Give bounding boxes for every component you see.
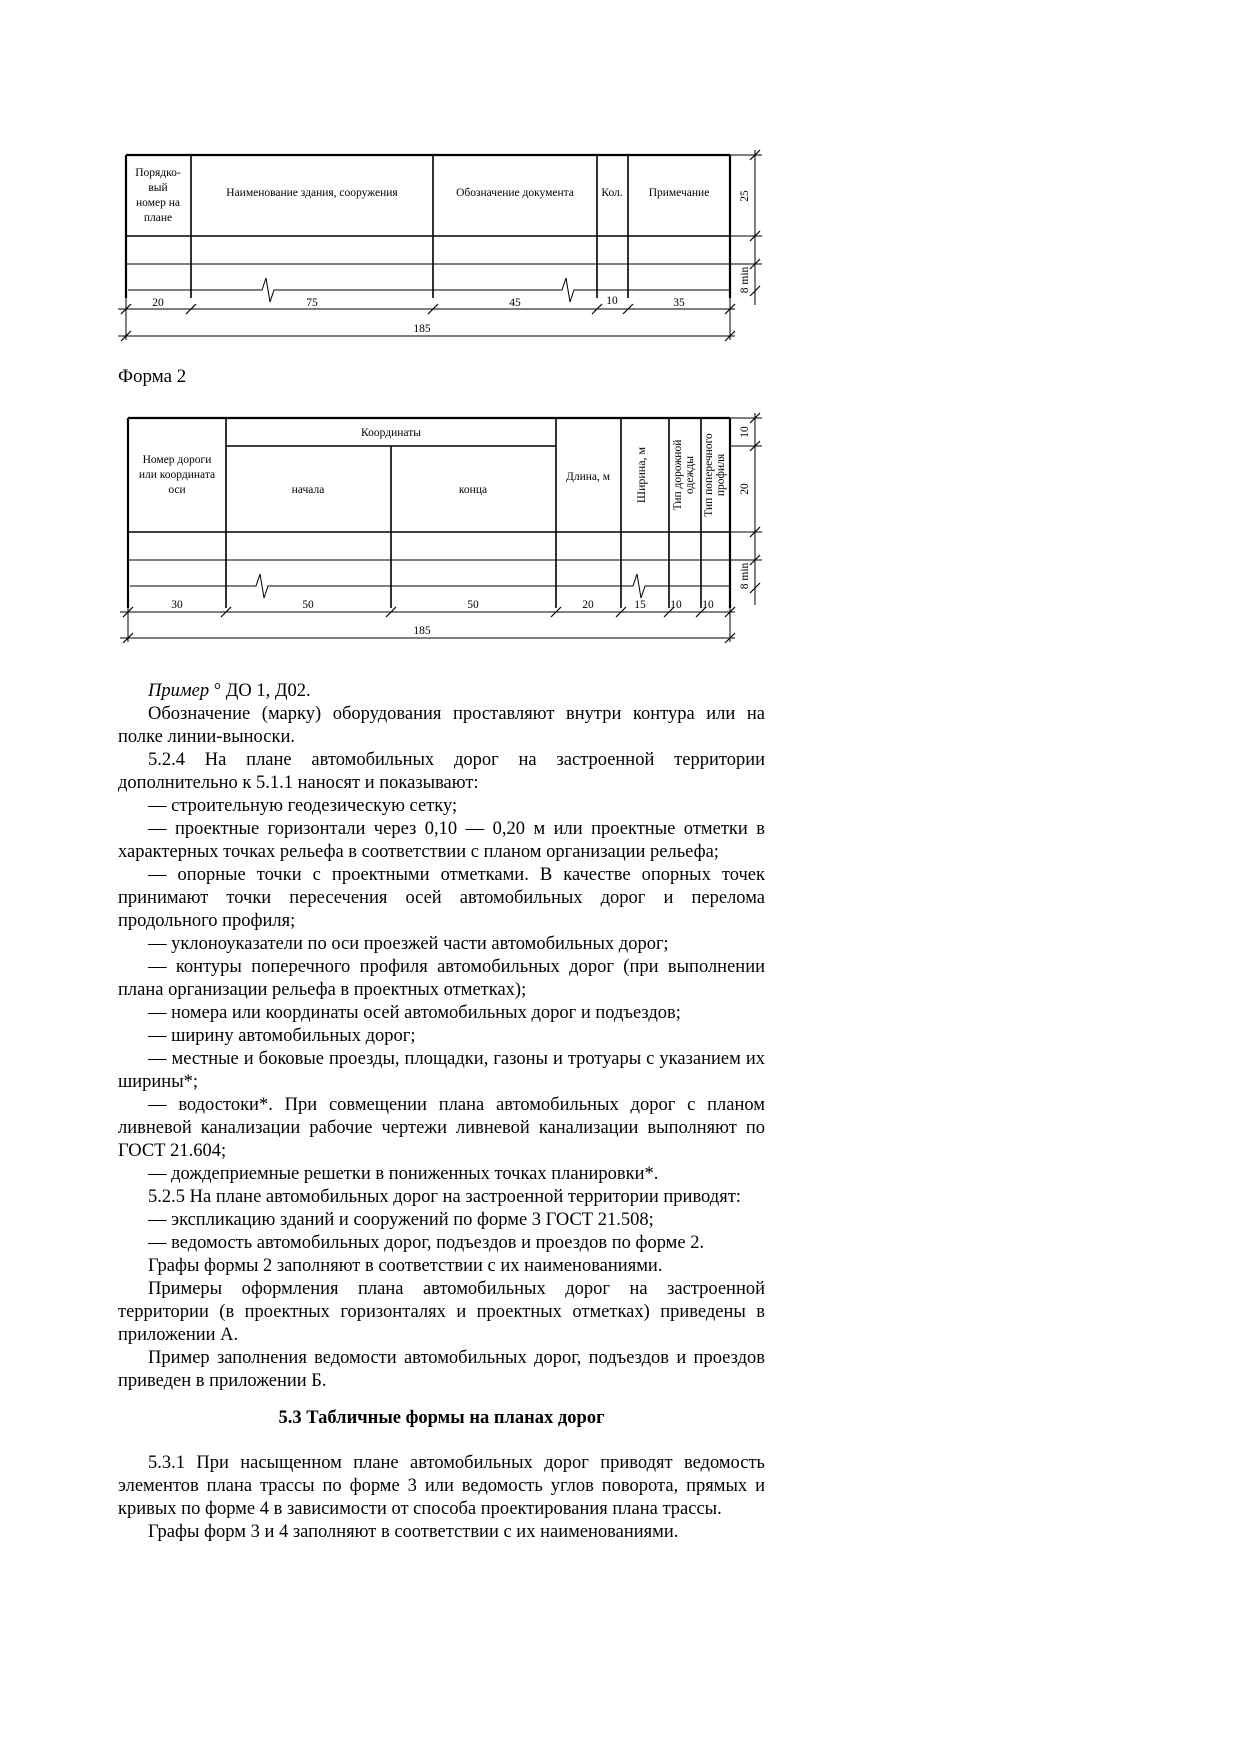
form1-dim-total: 185 bbox=[413, 323, 431, 335]
form1-header-note: Примечание bbox=[648, 187, 710, 199]
form2-header-width: Ширина, м bbox=[634, 446, 648, 504]
form1-drawing bbox=[0, 0, 1240, 680]
form1-header-document: Обозначение документа bbox=[456, 187, 574, 199]
form2-side-dim-top: 10 bbox=[739, 426, 751, 438]
section-heading: 5.3 Табличные формы на планах дорог bbox=[278, 1408, 605, 1428]
document-body bbox=[118, 680, 765, 1544]
form2-caption: Форма 2 bbox=[118, 366, 187, 387]
paragraph: 5.2.4 На плане автомобильных дорог на застроенной территории дополнительно к 5.1.1 наносят и показывают: bbox=[118, 750, 765, 793]
form1-side-dim-header: 25 bbox=[739, 190, 751, 202]
form2-dim-total: 185 bbox=[413, 625, 431, 637]
paragraph: 5.2.5 На плане автомобильных дорог на застроенной территории приводят: bbox=[148, 1187, 741, 1207]
paragraph: Примеры оформления плана автомобильных дорог на застроенной территории (в проектных горизонталях и проектных отметках) приведены в приложении А. bbox=[118, 1279, 765, 1345]
list-item: — экспликацию зданий и сооружений по форме 3 ГОСТ 21.508; bbox=[148, 1210, 654, 1230]
form2-dim-5: 15 bbox=[634, 599, 646, 611]
list-item: — строительную геодезическую сетку; bbox=[148, 796, 458, 816]
form2-header-length: Длина, м bbox=[565, 471, 611, 483]
paragraph: Обозначение (марку) оборудования проставляют внутри контура или на полке линии-выноски. bbox=[118, 704, 765, 747]
list-item: — проектные горизонтали через 0,10 — 0,20 м или проектные отметки в характерных точках рельефа в соответствии с планом организации рельефа; bbox=[118, 819, 765, 862]
form2-dim-4: 20 bbox=[582, 599, 594, 611]
form1-dim-5: 35 bbox=[673, 297, 685, 309]
form2-header-pavement-2: одежды bbox=[684, 456, 696, 494]
example-label: Пример bbox=[148, 681, 210, 701]
form2-dim-2: 50 bbox=[302, 599, 314, 611]
list-item: — ширину автомобильных дорог; bbox=[148, 1026, 416, 1046]
example-line bbox=[118, 680, 765, 703]
form1-dim-1: 20 bbox=[152, 297, 164, 309]
form2-header-profile-2: профиля bbox=[715, 453, 727, 497]
form1-header-qty: Кол. bbox=[601, 187, 623, 199]
form2-header-road-1: Номер дороги bbox=[142, 454, 212, 466]
form1-header-ordinal-4: плане bbox=[143, 212, 173, 224]
form2-header-profile-1: Тип поперечного bbox=[703, 433, 715, 517]
form1-dim-3: 45 bbox=[509, 297, 521, 309]
form2-header-road-2: или координата bbox=[138, 469, 216, 481]
list-item: — дождеприемные решетки в пониженных точках планировки*. bbox=[148, 1164, 659, 1184]
form1-header-ordinal-1: Порядко- bbox=[135, 167, 181, 179]
form2-header-pavement-1: Тип дорожной bbox=[672, 439, 684, 511]
list-item: — опорные точки с проектными отметками. В качестве опорных точек принимают точки пересечения осей автомобильных дорог и перелома продольного профиля; bbox=[118, 865, 765, 931]
paragraph: Пример заполнения ведомости автомобильных дорог, подъездов и проездов приведен в приложении Б. bbox=[118, 1348, 765, 1391]
form2-dim-7: 10 bbox=[702, 599, 714, 611]
form2-dim-1: 30 bbox=[171, 599, 183, 611]
form1-header-name: Наименование здания, сооружения bbox=[226, 187, 398, 199]
paragraph: Графы формы 2 заполняют в соответствии с их наименованиями. bbox=[148, 1256, 663, 1276]
form1-header-ordinal-3: номер на bbox=[136, 197, 180, 209]
form1-header-ordinal-2: вый bbox=[148, 182, 168, 194]
form2-side-dim-row: 8 min bbox=[739, 562, 751, 590]
form1-side-dim-row: 8 min bbox=[739, 266, 751, 294]
form1-dim-4: 10 bbox=[606, 295, 618, 307]
form1-dim-2: 75 bbox=[306, 297, 318, 309]
form2-header-start: начала bbox=[291, 484, 325, 496]
form2-header-coordinates: Координаты bbox=[361, 427, 421, 439]
form2-header-end: конца bbox=[458, 484, 488, 496]
paragraph: Графы форм 3 и 4 заполняют в соответствии с их наименованиями. bbox=[148, 1522, 679, 1542]
paragraph: 5.3.1 При насыщенном плане автомобильных дорог приводят ведомость элементов плана трассы по форме 3 или ведомость углов поворота, прямых и кривых по форме 4 в зависимости от способа проектирования плана трассы. bbox=[118, 1453, 765, 1519]
list-item: — уклоноуказатели по оси проезжей части автомобильных дорог; bbox=[148, 934, 669, 954]
list-item: — номера или координаты осей автомобильных дорог и подъездов; bbox=[148, 1003, 681, 1023]
example-value: ° ДО 1, Д02. bbox=[209, 681, 311, 701]
list-item: — местные и боковые проезды, площадки, газоны и тротуары с указанием их ширины*; bbox=[118, 1049, 765, 1092]
form2-dim-6: 10 bbox=[670, 599, 682, 611]
form2-header-road-3: оси bbox=[168, 484, 186, 496]
list-item: — ведомость автомобильных дорог, подъездов и проездов по форме 2. bbox=[148, 1233, 705, 1253]
list-item: — водостоки*. При совмещении плана автомобильных дорог с планом ливневой канализации рабочие чертежи ливневой канализации выполняют по ГОСТ 21.604; bbox=[118, 1095, 765, 1161]
list-item: — контуры поперечного профиля автомобильных дорог (при выполнении плана организации рельефа в проектных отметках); bbox=[118, 957, 765, 1000]
form2-dim-3: 50 bbox=[467, 599, 479, 611]
form2-side-dim-header: 20 bbox=[739, 483, 751, 495]
